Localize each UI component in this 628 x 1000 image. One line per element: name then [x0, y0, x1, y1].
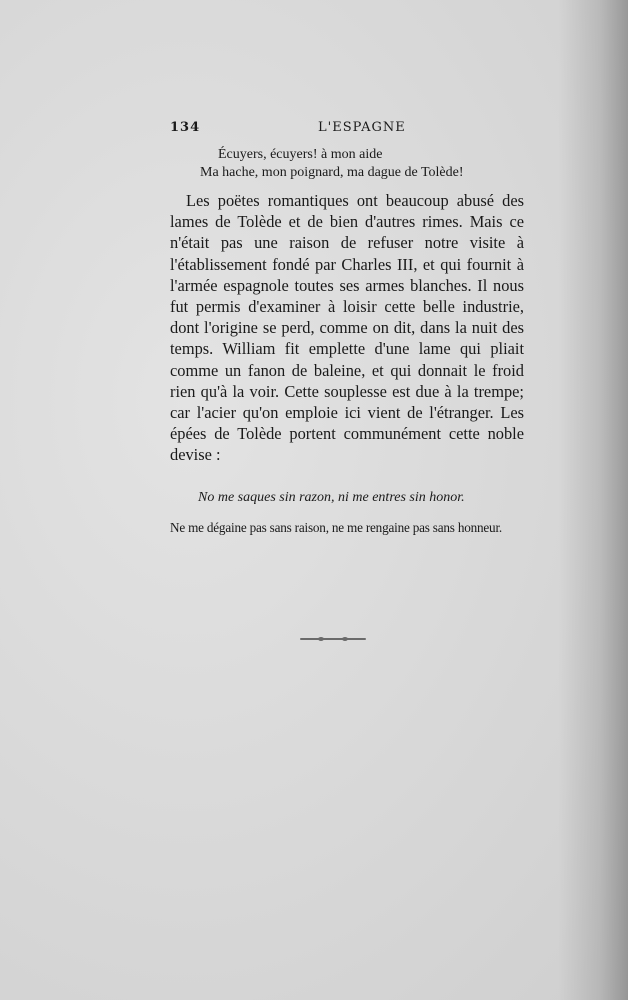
motto-spanish: No me saques sin razon, ni me entres sin honor.	[198, 490, 465, 505]
motto-french: Ne me dégaine pas sans raison, ne me rengaine pas sans honneur.	[170, 520, 503, 535]
body-paragraph: Les poëtes romantiques ont beaucoup abusé des lames de Tolède et de bien d'autres rimes. Mais ce n'était pas une raison de refuser notre visite à l'établissement fondé par Charles III, et qui fournit à l'armée espagnole toutes ses armes blanches. Il nous fut permis d'examiner à loisir cette belle industrie, dont l'origine se perd, comme on dit, dans la nuit des temps. William fit emplette d'une lame qui pliait comme un fanon de baleine, et qui donnait le froid rien qu'à la voir. Cette souplesse est due à la trempe; car l'acier qu'on emploie ici vient de l'étranger. Les épées de Tolède portent communément cette noble devise :	[170, 191, 524, 465]
epigraph-line: Ma hache, mon poignard, ma dague de Tolède!	[200, 165, 464, 180]
page-header	[170, 120, 530, 138]
epigraph-line: Écuyers, écuyers! à mon aide	[218, 147, 383, 162]
binding-shadow	[558, 0, 628, 1000]
epigraph	[170, 146, 530, 182]
running-title: L'ESPAGNE	[318, 120, 406, 135]
page-number: 134	[170, 120, 201, 135]
section-ornament	[300, 638, 366, 640]
